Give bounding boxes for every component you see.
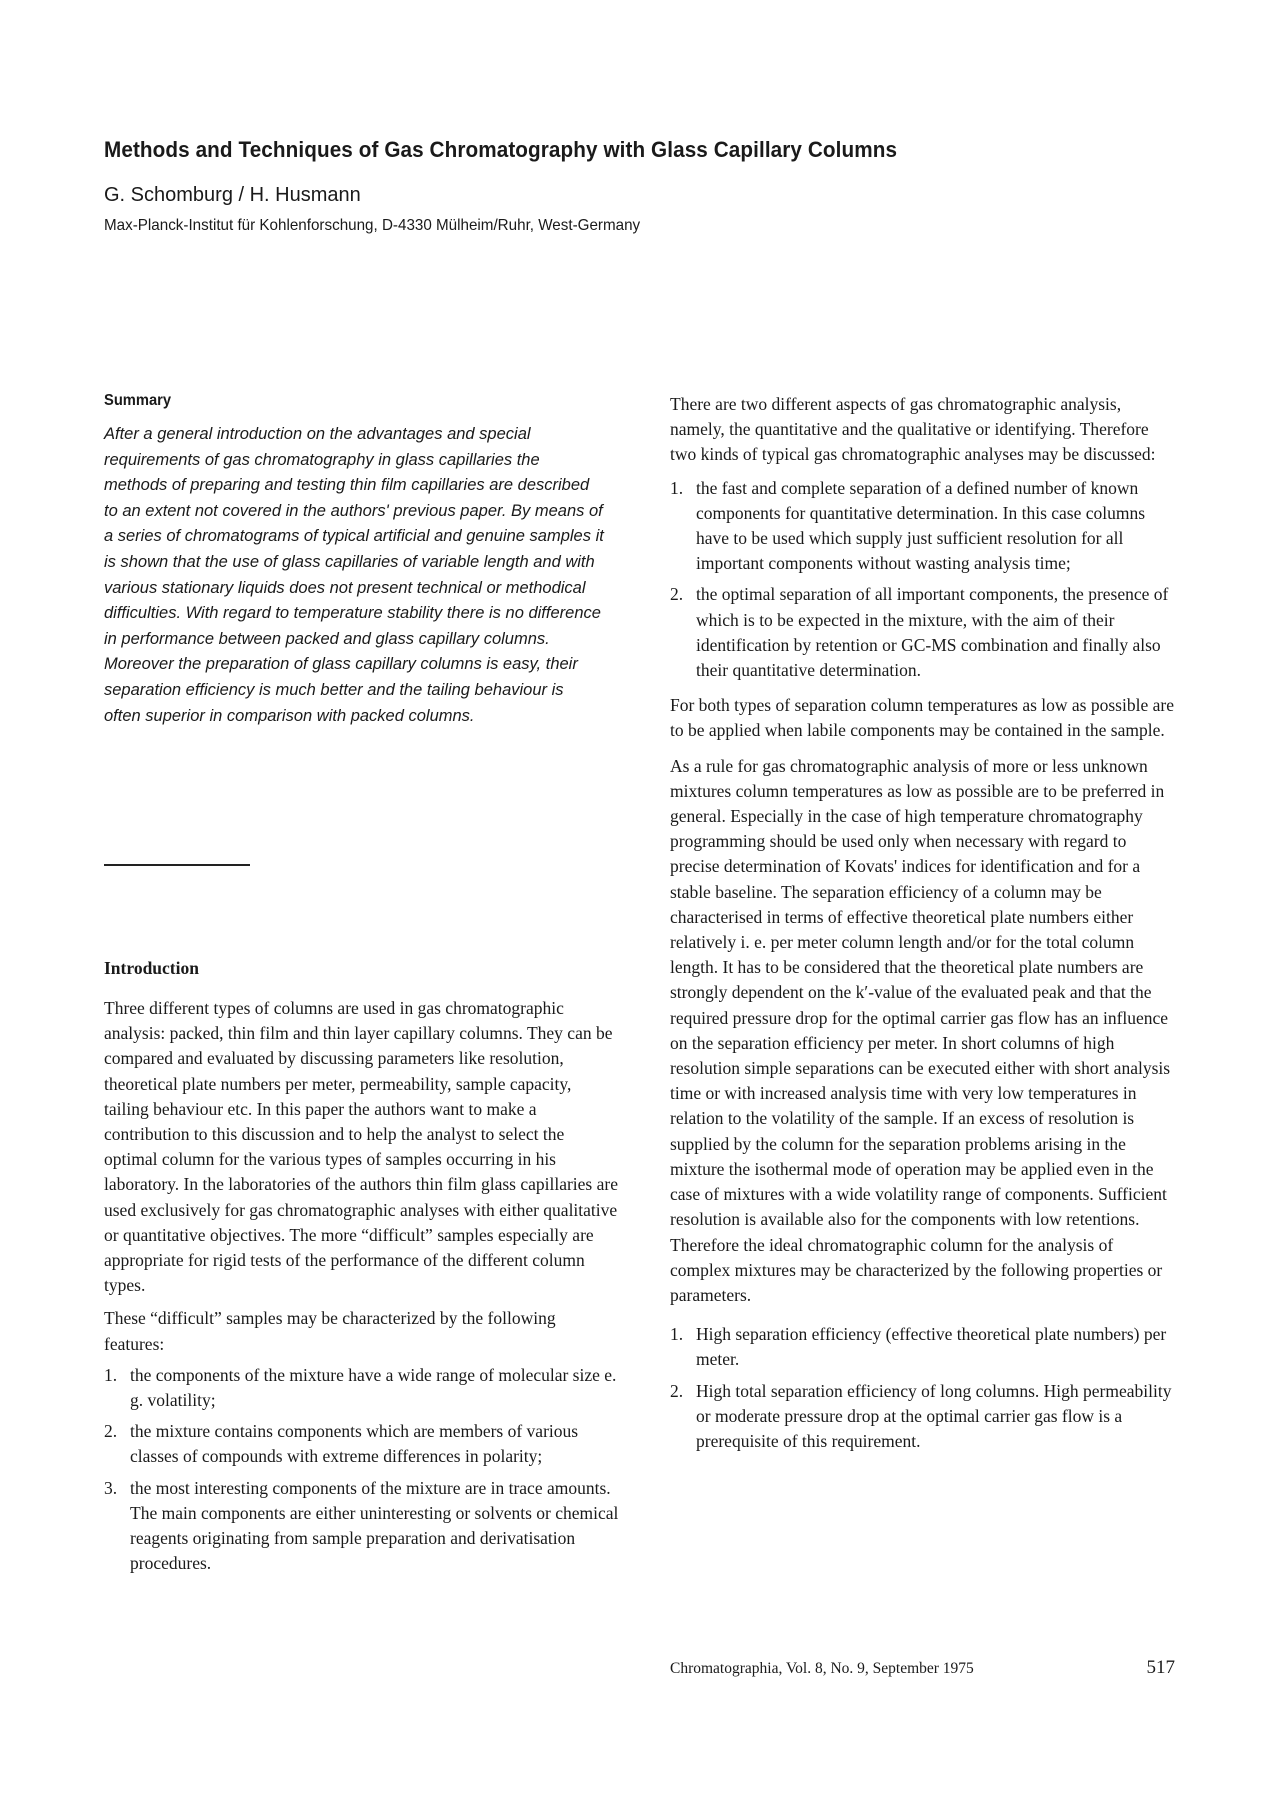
right-paragraph-3: As a rule for gas chromatographic analysis of more or less unknown mixtures column temperatures as low as possible are to be preferred in general. Especially in the case of high temperature chromatography programming should be used only when necessary with regard to precise determination of Kovats' indices for identification and for a stable baseline. The separation efficiency of a column may be characterised in terms of effective theoretical plate numbers either relatively i. e. per meter column length and/or for the total column length. It has to be considered that the theoretical plate numbers are strongly dependent on the k′-value of the evaluated peak and that the required pressure drop for the optimal carrier gas flow has an influence on the separation efficiency per meter. In short columns of high resolution simple separations can be executed either with short analysis time or with increased analysis time with very low temperatures in relation to the volatility of the sample. If an excess of resolution is supplied by the column for the separation problems arising in the mixture the isothermal mode of operation may be applied even in the case of mixtures with a wide volatility range of components. Sufficient resolution is available also for the components with low retentions. Therefore the ideal chromatographic column for the analysis of complex mixtures may be characterized by the following properties or parameters. [670, 755, 1171, 1305]
summary-section [104, 392, 614, 729]
list-item: 2. the mixture contains components which are members of various classes of compounds with extreme differences in polarity; [104, 1421, 579, 1467]
introduction-heading: Introduction [104, 958, 199, 978]
page-number: 517 [1146, 1657, 1175, 1678]
summary-text: After a general introduction on the advantages and special requirements of gas chromatography in glass capillaries the methods of preparing and testing thin film capillaries are described to an extent not covered in the authors' previous paper. By means of a series of chromatograms of typical artificial and genuine samples it is shown that the use of glass capillaries of variable length and with various stationary liquids does not present technical or methodical difficulties. With regard to temperature stability there is no difference in performance between packed and glass capillary columns. Moreover the preparation of glass capillary columns is easy, their separation efficiency is much better and the tailing behaviour is often superior in comparison with packed columns. [104, 425, 604, 725]
introduction-paragraph-1: Three different types of columns are used in gas chromatographic analysis: packed, thin film and thin layer capillary columns. They can be compared and evaluated by discussing parameters like resolution, theoretical plate numbers per meter, permeability, sample capacity, tailing behaviour etc. In this paper the authors want to make a contribution to this discussion and to help the analyst to select the optimal column for the various types of samples occurring in his laboratory. In the laboratories of the authors thin film glass capillaries are used exclusively for gas chromatographic analyses with either qualitative or quantitative objectives. The more “difficult” samples especially are appropriate for rigid tests of the performance of the different column types. [104, 998, 618, 1296]
right-paragraph-1: There are two different aspects of gas chromatographic analysis, namely, the quantitative and the qualitative or identifying. Therefore two kinds of typical gas chromatographic analyses may be discussed: [670, 394, 1156, 465]
list-item: 1. the components of the mixture have a wide range of molecular size e. g. volatility; [104, 1364, 617, 1411]
affiliation: Max-Planck-Institut für Kohlenforschung, D-4330 Mülheim/Ruhr, West-Germany [104, 217, 641, 234]
list-item: 3. the most interesting components of the mixture are in trace amounts. The main components are either uninteresting or solvents or chemical reagents originating from sample preparation and derivatisation procedures. [104, 1477, 619, 1574]
list-item: 1. High separation efficiency (effective theoretical plate numbers) per meter. [670, 1324, 1167, 1370]
column-properties-list [670, 1322, 1175, 1454]
journal-citation: Chromatographia, Vol. 8, No. 9, September 1975 [670, 1660, 974, 1677]
difficult-samples-list [104, 1363, 619, 1577]
analysis-types-list [670, 476, 1175, 684]
list-item: 2. the optimal separation of all important components, the presence of which is to be expected in the mixture, with the aim of their identification by retention or GC-MS combination and finally also their quantitative determination. [670, 584, 1169, 681]
right-paragraph-2: For both types of separation column temperatures as low as possible are to be applied when labile components may be contained in the sample. [670, 695, 1174, 741]
list-item: 1. the fast and complete separation of a defined number of known components for quantitative determination. In this case columns have to be used which supply just sufficient resolution for all important components without wasting analysis time; [670, 477, 1146, 574]
authors: G. Schomburg / H. Husmann [104, 184, 361, 206]
section-divider [104, 864, 250, 866]
introduction-section [104, 958, 619, 1576]
introduction-paragraph-2: These “difficult” samples may be characterized by the following features: [104, 1308, 556, 1354]
summary-heading: Summary [104, 392, 172, 409]
right-column [670, 392, 1175, 1454]
list-item: 2. High total separation efficiency of long columns. High permeability or moderate pressure drop at the optimal carrier gas flow is a prerequisite of this requirement. [670, 1380, 1172, 1451]
paper-title: Methods and Techniques of Gas Chromatography with Glass Capillary Columns [104, 137, 898, 163]
